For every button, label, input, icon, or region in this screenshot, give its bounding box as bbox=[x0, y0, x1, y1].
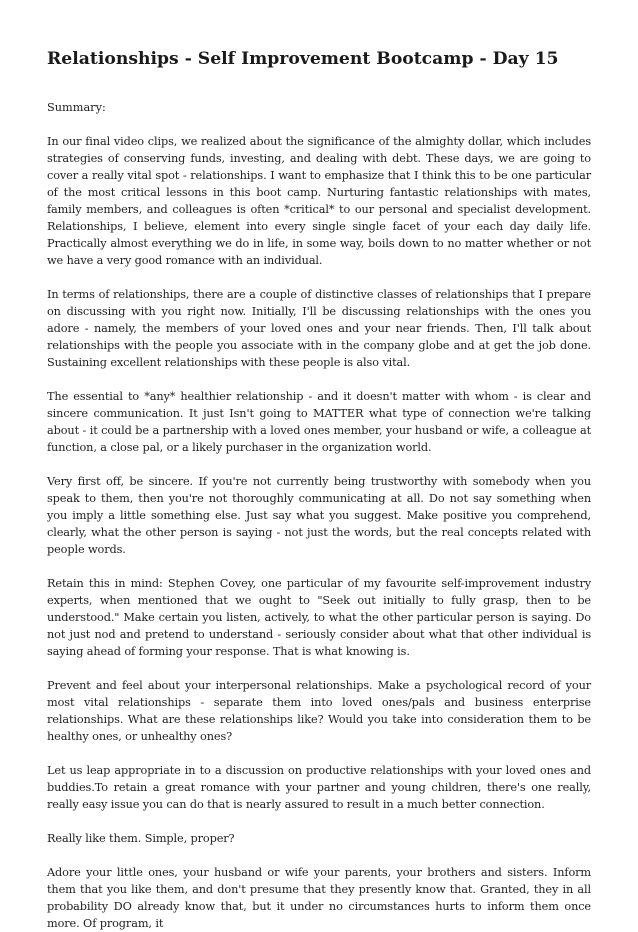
document-title: Relationships - Self Improvement Bootcamp - Day 15 bbox=[47, 49, 559, 69]
paragraph: Really like them. Simple, proper? bbox=[47, 832, 235, 845]
paragraph: Adore your little ones, your husband or wife your parents, your brothers and sisters. Inform them that you like them, and don't presume that they presently know that. Granted, they in all probability DO already know that, but it under no circumstances hurts to inform them once more. Of program, it bbox=[47, 866, 591, 930]
paragraph: Very first off, be sincere. If you're not currently being trustworthy with somebody when you speak to them, then you're not thoroughly communicating at all. Do not say something when you imply a little something else. Just say what you suggest. Make positive you comprehend, clearly, what the other person is saying - not just the words, but the real concepts related with people words. bbox=[47, 475, 591, 556]
paragraph: Let us leap appropriate in to a discussion on productive relationships with your loved ones and buddies.To retain a great romance with your partner and young children, there's one really, really easy issue you can do that is nearly assured to result in a much better connection. bbox=[47, 764, 591, 811]
paragraph: Prevent and feel about your interpersonal relationships. Make a psychological record of your most vital relationships - separate them into loved ones/pals and business enterprise relationships. What are these relationships like? Would you take into consideration them to be healthy ones, or unhealthy ones? bbox=[47, 679, 591, 743]
paragraph: In our final video clips, we realized about the significance of the almighty dollar, which includes strategies of conserving funds, investing, and dealing with debt. These days, we are going to cover a really vital spot - relationships. I want to emphasize that I think this to be one particular of the most critical lessons in this boot camp. Nurturing fantastic relationships with mates, family members, and colleagues is often *critical* to our personal and specialist development. Relationships, I believe, element into every single single facet of your each day daily life. Practically almost everything we do in life, in some way, boils down to no matter whether or not we have a very good romance with an individual. bbox=[47, 135, 591, 267]
paragraph: The essential to *any* healthier relationship - and it doesn't matter with whom - is clear and sincere communication. It just Isn't going to MATTER what type of connection we're talking about - it could be a partnership with a loved ones member, your husband or wife, a colleague at function, a close pal, or a likely purchaser in the organization world. bbox=[47, 390, 591, 454]
paragraph: Retain this in mind: Stephen Covey, one particular of my favourite self-improvement industry experts, when mentioned that we ought to "Seek out initially to fully grasp, then to be understood." Make certain you listen, actively, to what the other particular person is saying. Do not just nod and pretend to understand - seriously consider about what that other individual is saying ahead of forming your response. That is what knowing is. bbox=[47, 577, 591, 658]
document-page bbox=[47, 46, 591, 932]
summary-label: Summary: bbox=[47, 101, 106, 114]
paragraph: In terms of relationships, there are a couple of distinctive classes of relationships that I prepare on discussing with you right now. Initially, I'll be discussing relationships with the ones you adore - namely, the members of your loved ones and your near friends. Then, I'll talk about relationships with the people you associate with in the company globe and at get the job done. Sustaining excellent relationships with these people is also vital. bbox=[47, 288, 591, 369]
